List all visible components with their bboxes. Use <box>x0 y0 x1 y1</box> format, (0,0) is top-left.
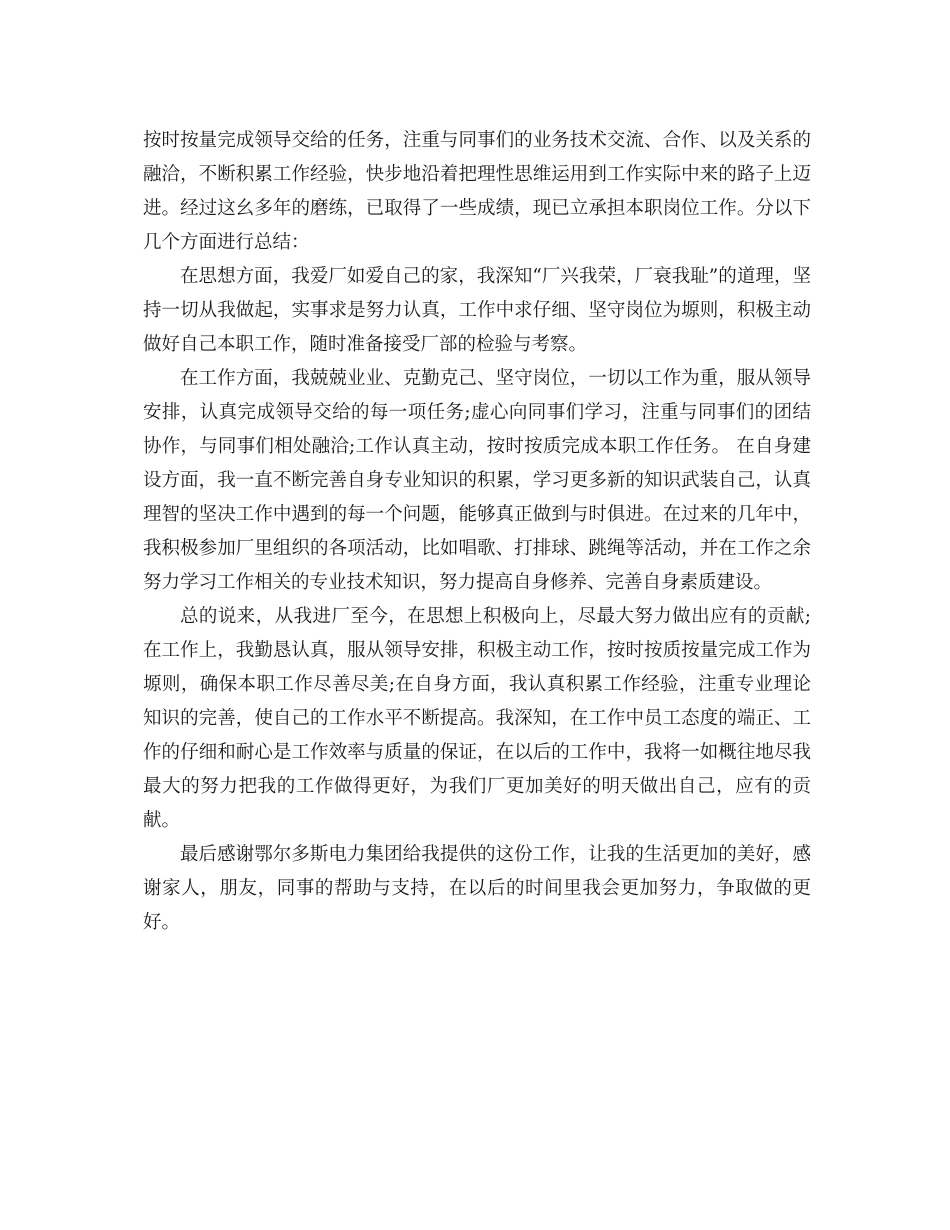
paragraph-thought: 在思想方面，我爱厂如爱自己的家，我深知“厂兴我荣，厂衰我耻”的道理，坚持一切从我做起，实事求是努力认真，工作中求仔细、坚守岗位为塬则，积极主动做好自己本职工作，随时准备接受厂部的检验与考察。 <box>143 266 811 355</box>
document-body <box>143 124 811 940</box>
paragraph-intro: 按时按量完成领导交给的任务，注重与同事们的业务技术交流、合作、以及关系的融洽，不断积累工作经验，快步地沿着把理性思维运用到工作实际中来的路子上迈进。经过这幺多年的磨练，已取得了一些成绩，现已立承担本职岗位工作。分以下几个方面进行总结： <box>143 130 811 253</box>
paragraph-summary: 总的说来，从我进厂至今，在思想上积极向上，尽最大努力做出应有的贡献;在工作上，我勤恳认真，服从领导安排，积极主动工作，按时按质按量完成工作为塬则，确保本职工作尽善尽美;在自身方面，我认真积累工作经验，注重专业理论知识的完善，使自己的工作水平不断提高。我深知，在工作中员工态度的端正、工作的仔细和耐心是工作效率与质量的保证，在以后的工作中，我将一如概往地尽我最大的努力把我的工作做得更好，为我们厂更加美好的明天做出自己，应有的贡献。 <box>143 606 811 831</box>
paragraph-thanks: 最后感谢鄂尔多斯电力集团给我提供的这份工作，让我的生活更加的美好，感谢家人，朋友，同事的帮助与支持，在以后的时间里我会更加努力，争取做的更好。 <box>143 844 811 933</box>
paragraph-work: 在工作方面，我兢兢业业、克勤克己、坚守岗位，一切以工作为重，服从领导安排，认真完成领导交给的每一项任务;虚心向同事们学习，注重与同事们的团结协作，与同事们相处融洽;工作认真主动，按时按质完成本职工作任务。 在自身建设方面，我一直不断完善自身专业知识的积累，学习更多新的知识武装自己，认真理智的坚决工作中遇到的每一个问题，能够真正做到与时俱进。在过来的几年中，我积极参加厂里组织的各项活动，比如唱歌、打排球、跳绳等活动，并在工作之余努力学习工作相关的专业技术知识，努力提高自身修养、完善自身素质建设。 <box>143 368 811 593</box>
